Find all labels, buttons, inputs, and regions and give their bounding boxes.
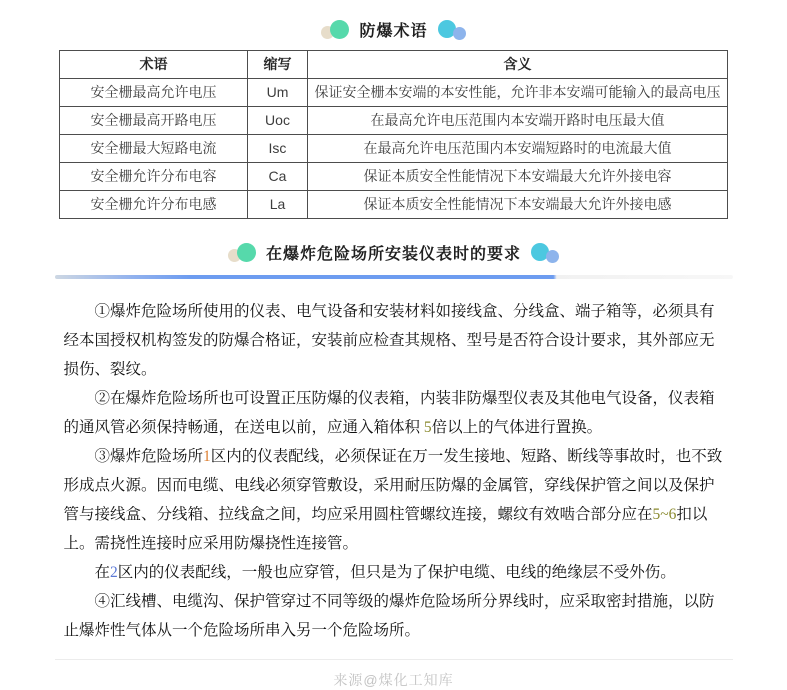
paragraph-text: 在 <box>94 564 111 581</box>
heading-decoration-right <box>438 19 466 40</box>
highlighted-number: 2 <box>110 564 118 581</box>
paragraph-text: ③爆炸危险场所 <box>94 448 204 465</box>
paragraph-text: 区内的仪表配线，必须保证在万一发生接地、短路、断线等事故时，也不致形成点火源。因而电缆、电线必须穿管敷设，采用耐压防爆的金属管，穿线保护管之间以及保护管与接线盒、分线箱、拉线盒之间，均应采用圆柱管螺纹连接，螺纹有效啮合部分应在 <box>63 448 723 523</box>
header-term: 术语 <box>60 51 248 79</box>
section-divider-line <box>55 275 733 279</box>
highlighted-number: 5~6 <box>652 506 677 523</box>
heading-decoration-right <box>531 242 559 263</box>
header-meaning: 含义 <box>308 51 728 79</box>
section2-title: 在爆炸危险场所安装仪表时的要求 <box>265 245 521 263</box>
paragraph <box>64 558 724 587</box>
heading-decoration-left <box>228 243 256 262</box>
term-cell: 安全栅允许分布电感 <box>60 191 248 219</box>
highlighted-number: 1 <box>203 448 211 465</box>
term-cell: 安全栅允许分布电容 <box>60 163 248 191</box>
terminology-table <box>59 50 728 219</box>
table-row <box>60 79 728 107</box>
paragraph <box>64 384 724 442</box>
meaning-cell: 在最高允许电压范围内本安端短路时的电流最大值 <box>308 135 728 163</box>
paragraph-text: 扣以上。需挠性连接时应采用防爆挠性连接管。 <box>63 506 708 552</box>
table-row <box>60 135 728 163</box>
paragraph-text: 倍以上的气体进行置换。 <box>431 419 603 436</box>
paragraph <box>64 442 724 558</box>
abbr-cell: Ca <box>248 163 308 191</box>
blue-dot-icon <box>546 250 559 263</box>
section2-heading <box>55 237 733 267</box>
green-dot-icon <box>237 243 256 262</box>
green-dot-icon <box>330 20 349 39</box>
paragraph-text: ②在爆炸危险场所也可设置正压防爆的仪表箱，内装非防爆型仪表及其他电气设备，仪表箱的通风管必须保持畅通，在送电以前，应通入箱体积 <box>63 390 715 436</box>
document-page <box>0 14 787 686</box>
section1-heading <box>55 14 733 44</box>
paragraph-text: ①爆炸危险场所使用的仪表、电气设备和安装材料如接线盒、分线盒、端子箱等，必须具有经本国授权机构签发的防爆合格证，安装前应检查其规格、型号是否符合设计要求，其外部应无损伤、裂纹。 <box>63 303 715 378</box>
paragraph-text: 区内的仪表配线，一般也应穿管，但只是为了保护电缆、电线的绝缘层不受外伤。 <box>117 564 676 581</box>
term-cell: 安全栅最高允许电压 <box>60 79 248 107</box>
abbr-cell: Isc <box>248 135 308 163</box>
table-row <box>60 163 728 191</box>
paragraph <box>64 297 724 384</box>
table-header-row <box>60 51 728 79</box>
abbr-cell: La <box>248 191 308 219</box>
paragraph-text: ④汇线槽、电缆沟、保护管穿过不同等级的爆炸危险场所分界线时，应采取密封措施，以防止爆炸性气体从一个危险场所串入另一个危险场所。 <box>63 593 715 639</box>
meaning-cell: 保证本质安全性能情况下本安端最大允许外接电感 <box>308 191 728 219</box>
term-cell: 安全栅最大短路电流 <box>60 135 248 163</box>
heading-decoration-left <box>321 20 349 39</box>
meaning-cell: 在最高允许电压范围内本安端开路时电压最大值 <box>308 107 728 135</box>
footer-divider <box>55 659 733 660</box>
abbr-cell: Uoc <box>248 107 308 135</box>
blue-dot-icon <box>453 27 466 40</box>
article-body <box>64 297 724 645</box>
paragraph <box>64 587 724 645</box>
term-cell: 安全栅最高开路电压 <box>60 107 248 135</box>
meaning-cell: 保证安全栅本安端的本安性能，允许非本安端可能输入的最高电压 <box>308 79 728 107</box>
table-row <box>60 191 728 219</box>
table-row <box>60 107 728 135</box>
highlighted-number: 5 <box>423 419 432 436</box>
section1-title: 防爆术语 <box>359 22 428 40</box>
meaning-cell: 保证本质安全性能情况下本安端最大允许外接电容 <box>308 163 728 191</box>
abbr-cell: Um <box>248 79 308 107</box>
header-abbr: 缩写 <box>248 51 308 79</box>
source-attribution: 来源@煤化工知库 <box>333 672 454 688</box>
